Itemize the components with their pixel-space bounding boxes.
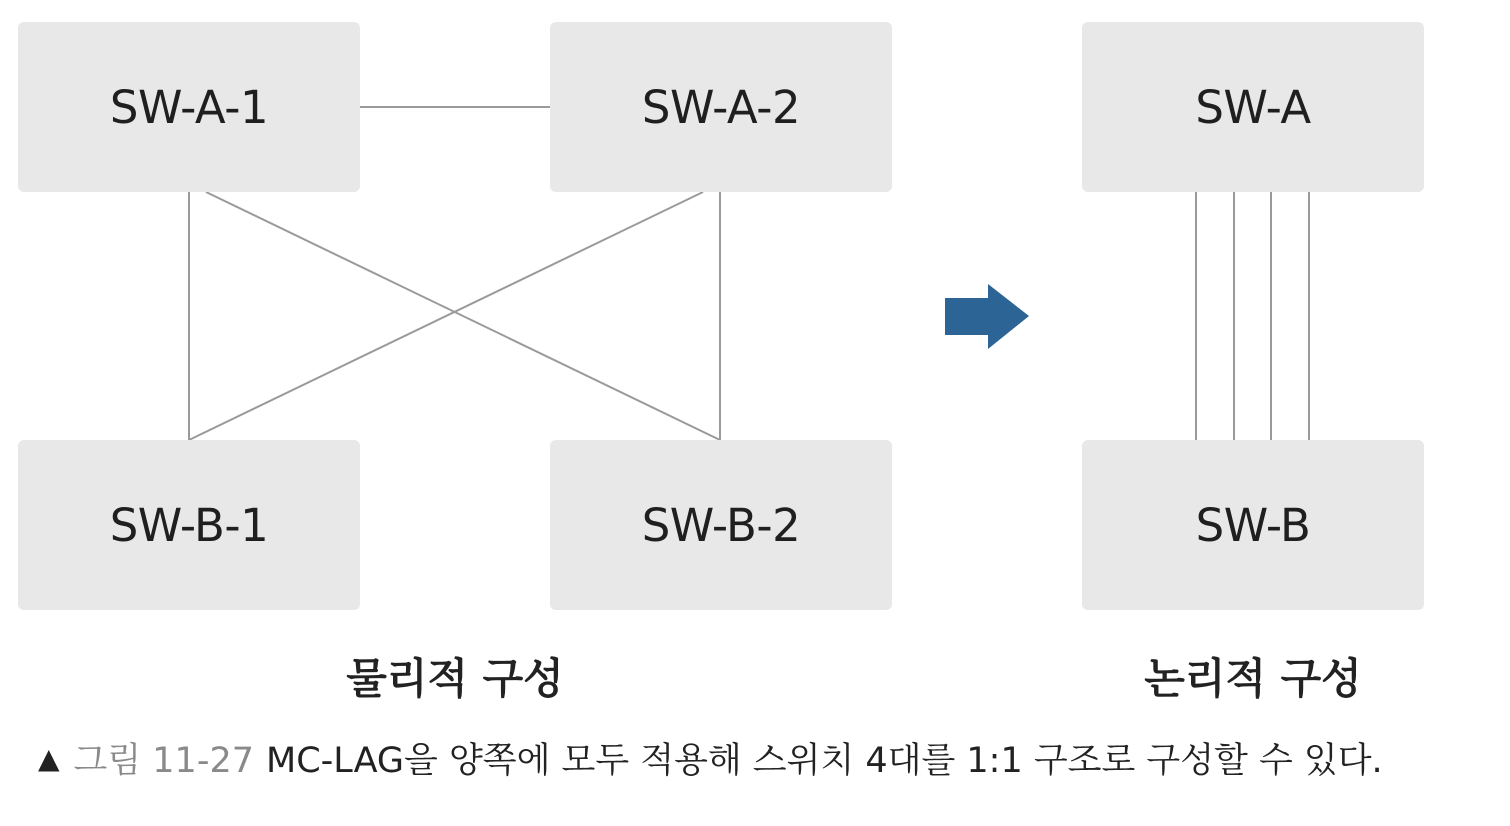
logical-config-label: 논리적 구성: [1144, 654, 1362, 703]
switch-sw-a: [1082, 22, 1424, 192]
switch-label: SW-B-1: [109, 498, 269, 552]
switch-sw-b-1: [18, 440, 360, 610]
switch-sw-b-2: [550, 440, 892, 610]
caption-text: MC-LAG을 양쪽에 모두 적용해 스위치 4대를 1:1 구조로 구성할 수 있다.: [266, 741, 1383, 781]
figure-caption: [38, 733, 1383, 783]
caption-marker: ▲: [38, 741, 60, 775]
switch-label: SW-B: [1195, 498, 1311, 552]
switch-label: SW-A-1: [109, 80, 269, 134]
switch-label: SW-A-2: [641, 80, 801, 134]
switch-label: SW-A: [1195, 80, 1311, 134]
link-a1-b2: [206, 192, 720, 440]
right-arrow-icon: [945, 284, 1029, 349]
switch-label: SW-B-2: [641, 498, 801, 552]
figure-number: 그림 11-27: [73, 741, 254, 781]
switch-sw-a-1: [18, 22, 360, 192]
switch-sw-a-2: [550, 22, 892, 192]
physical-config-label: 물리적 구성: [346, 654, 564, 703]
switch-sw-b: [1082, 440, 1424, 610]
link-a2-b1: [189, 192, 703, 440]
